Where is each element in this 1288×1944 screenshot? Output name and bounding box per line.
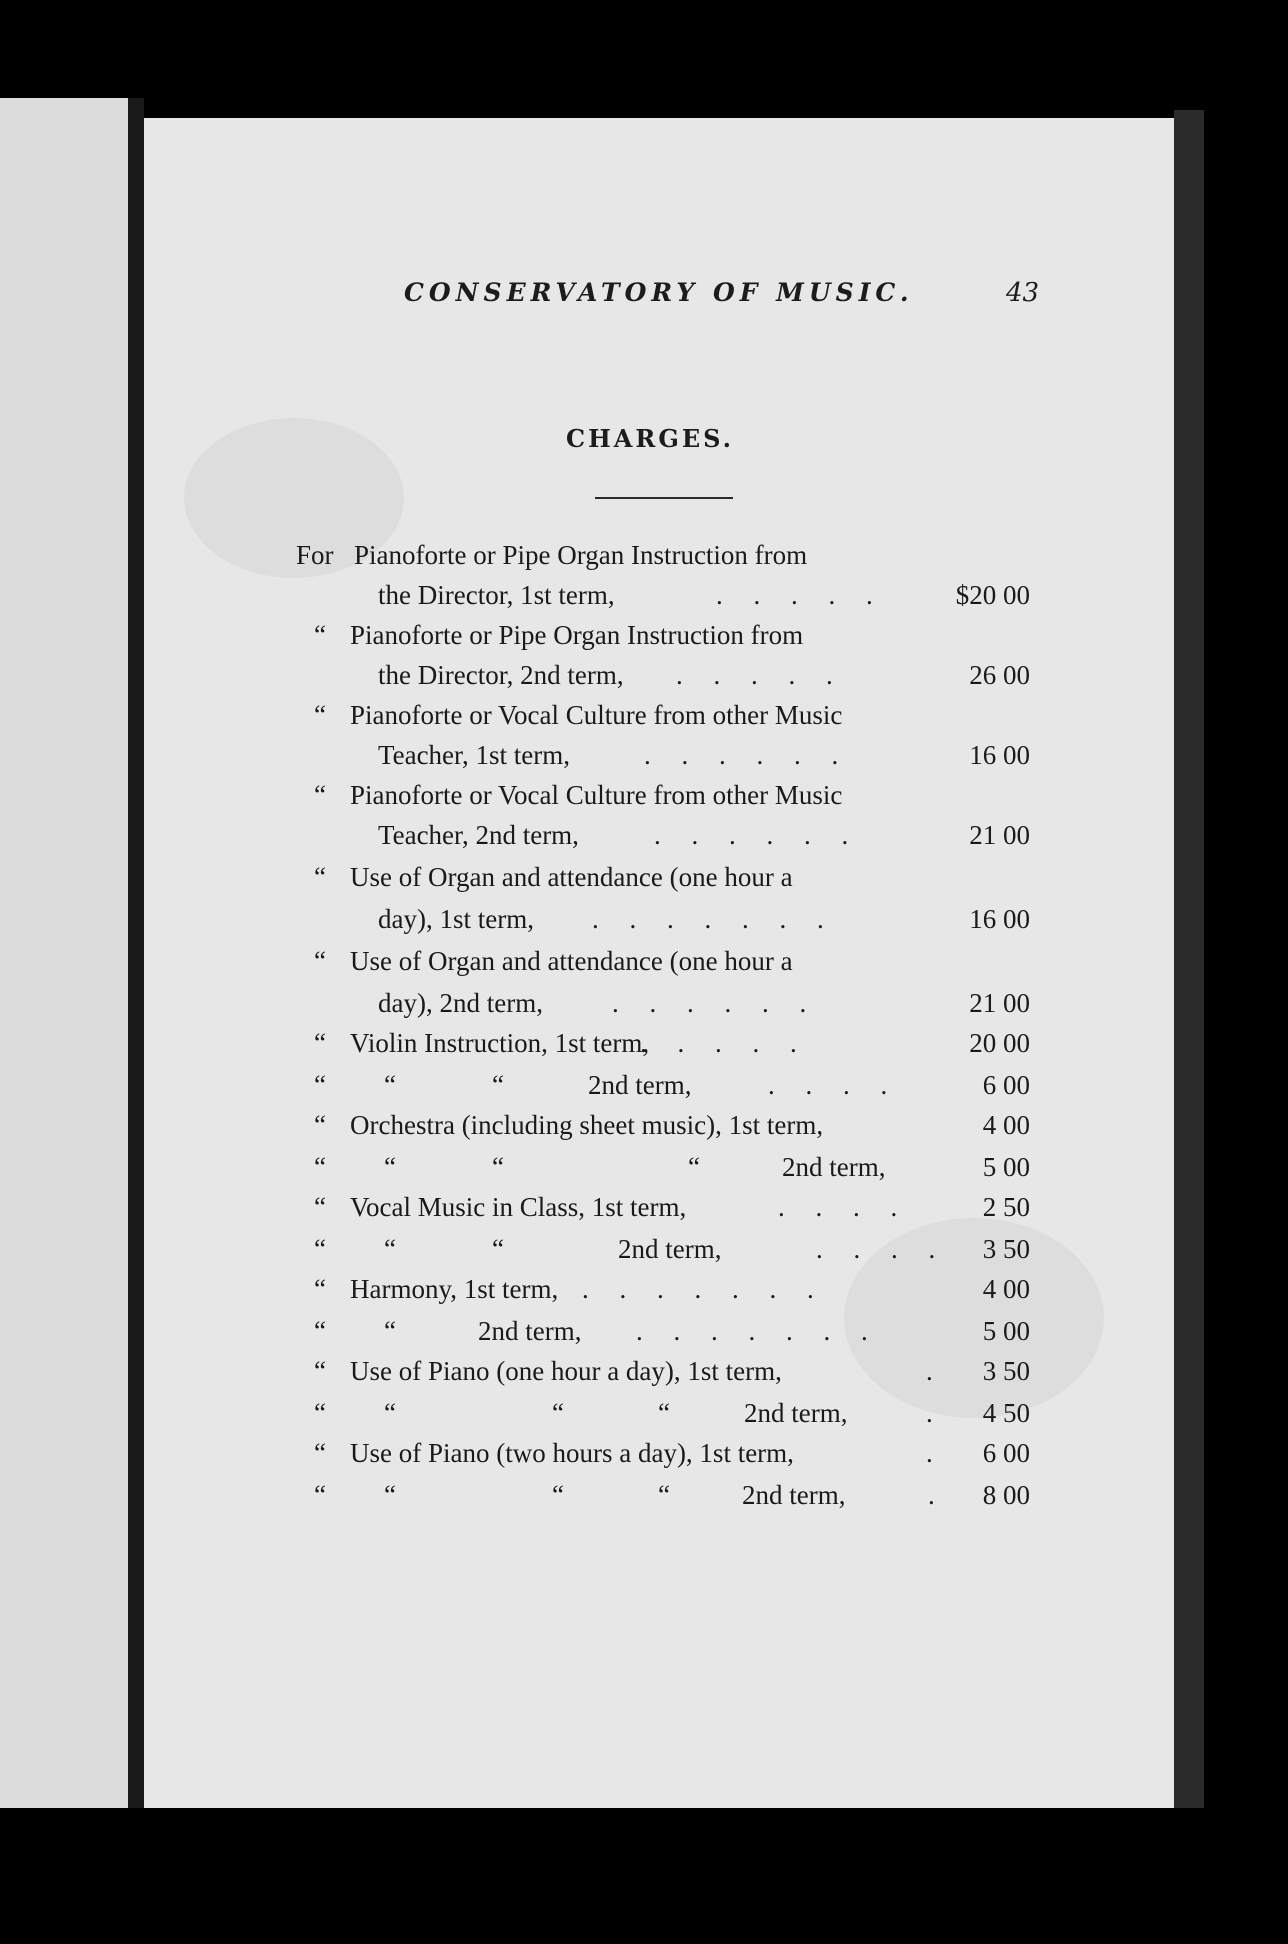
ditto-mark: “ <box>384 1480 396 1510</box>
ditto-mark: “ <box>314 1234 326 1264</box>
book-gutter <box>128 98 144 1808</box>
charge-description: Teacher, 2nd term, <box>378 820 579 850</box>
charge-description: Teacher, 1st term, <box>378 740 570 770</box>
charge-description: the Director, 2nd term, <box>378 660 624 690</box>
charge-line <box>296 1356 1036 1396</box>
charge-description: 2nd term, <box>618 1234 722 1264</box>
charge-amount: 4 50 <box>982 1398 1030 1428</box>
charge-line <box>296 660 1036 700</box>
charge-line <box>296 700 1036 740</box>
ditto-mark: “ <box>314 1356 326 1386</box>
charge-amount: 3 50 <box>982 1356 1030 1386</box>
charge-amount: 4 00 <box>982 1274 1030 1304</box>
charge-line <box>296 780 1036 820</box>
leader-dots: . . . . . . . <box>592 904 824 934</box>
charge-line <box>296 946 1036 986</box>
ditto-mark: “ <box>688 1152 700 1182</box>
ditto-mark: “ <box>658 1480 670 1510</box>
ditto-mark: “ <box>314 1398 326 1428</box>
ditto-mark: “ <box>384 1398 396 1428</box>
charge-amount: 6 00 <box>982 1070 1030 1100</box>
charge-description: 2nd term, <box>478 1316 582 1346</box>
section-title: CHARGES. <box>566 424 734 453</box>
charge-amount: 16 00 <box>969 740 1030 770</box>
running-title: CONSERVATORY OF MUSIC. <box>404 278 914 307</box>
page-edge-shadow <box>1174 110 1204 1808</box>
charge-amount: 8 00 <box>982 1480 1030 1510</box>
charge-description: Pianoforte or Pipe Organ Instruction from <box>354 540 808 570</box>
charge-amount: 2 50 <box>982 1192 1030 1222</box>
ditto-mark: “ <box>314 700 326 730</box>
leader-dots: . . . . <box>778 1192 898 1222</box>
ditto-mark: “ <box>314 780 326 810</box>
leader-dots: . . . . . . <box>654 820 849 850</box>
charge-description: 2nd term, <box>782 1152 886 1182</box>
charge-line <box>296 1316 1036 1356</box>
charge-description: the Director, 1st term, <box>378 580 615 610</box>
ditto-mark: “ <box>314 1192 326 1222</box>
charge-amount: 21 00 <box>969 988 1030 1018</box>
charge-line <box>296 988 1036 1028</box>
ditto-mark: “ <box>658 1398 670 1428</box>
leader-dots: . <box>926 1398 933 1428</box>
ditto-mark: “ <box>314 862 326 892</box>
charge-description: day), 1st term, <box>378 904 534 934</box>
leader-dots: . . . . . <box>716 580 873 610</box>
charge-description: Use of Organ and attendance (one hour a <box>350 946 793 976</box>
charge-amount: 4 00 <box>982 1110 1030 1140</box>
charge-line <box>296 1192 1036 1232</box>
ditto-mark: “ <box>552 1480 564 1510</box>
ditto-mark: “ <box>314 620 326 650</box>
leader-dots: . . . . . . <box>612 988 807 1018</box>
ditto-mark: “ <box>314 1110 326 1140</box>
charge-line <box>296 1398 1036 1438</box>
charge-line <box>296 1028 1036 1068</box>
charge-amount: $20 00 <box>955 580 1030 610</box>
ditto-mark: “ <box>314 1480 326 1510</box>
charge-description: Orchestra (including sheet music), 1st term, <box>350 1110 824 1140</box>
charge-line <box>296 1152 1036 1192</box>
ditto-mark: “ <box>314 1070 326 1100</box>
leader-dots: . . . . . . . <box>636 1316 868 1346</box>
charge-description: Violin Instruction, 1st term, <box>350 1028 650 1058</box>
leader-dots: . <box>926 1356 933 1386</box>
charge-line <box>296 862 1036 902</box>
charge-description: Use of Organ and attendance (one hour a <box>350 862 793 892</box>
charge-amount: 20 00 <box>969 1028 1030 1058</box>
ditto-mark: “ <box>314 1316 326 1346</box>
ditto-mark: “ <box>314 1028 326 1058</box>
charge-amount: 6 00 <box>982 1438 1030 1468</box>
charge-line <box>296 1438 1036 1478</box>
ditto-mark: “ <box>492 1234 504 1264</box>
ditto-mark: “ <box>314 1274 326 1304</box>
ditto-mark: “ <box>552 1398 564 1428</box>
charge-line <box>296 1070 1036 1110</box>
ditto-mark: “ <box>492 1152 504 1182</box>
charge-line <box>296 820 1036 860</box>
ditto-mark: “ <box>384 1234 396 1264</box>
charge-description: Pianoforte or Pipe Organ Instruction from <box>350 620 804 650</box>
ditto-mark: “ <box>384 1070 396 1100</box>
charge-amount: 16 00 <box>969 904 1030 934</box>
ditto-mark: “ <box>384 1316 396 1346</box>
charge-line <box>296 1110 1036 1150</box>
charge-description: day), 2nd term, <box>378 988 543 1018</box>
leader-dots: . . . . . <box>640 1028 797 1058</box>
charge-description: Pianoforte or Vocal Culture from other Music <box>350 780 843 810</box>
ditto-mark: “ <box>314 1438 326 1468</box>
charge-description: Use of Piano (one hour a day), 1st term, <box>350 1356 782 1386</box>
charge-description: Harmony, 1st term, <box>350 1274 559 1304</box>
facing-page-edge <box>0 98 128 1808</box>
charge-line <box>296 620 1036 660</box>
charge-line <box>296 540 1036 580</box>
lead-word: For <box>296 540 334 570</box>
charge-description: Pianoforte or Vocal Culture from other Music <box>350 700 843 730</box>
charge-amount: 21 00 <box>969 820 1030 850</box>
charge-line <box>296 740 1036 780</box>
charge-description: 2nd term, <box>744 1398 848 1428</box>
page-number: 43 <box>1006 278 1040 308</box>
charge-description: Vocal Music in Class, 1st term, <box>350 1192 687 1222</box>
charges-list <box>296 0 1036 1944</box>
charge-line <box>296 1274 1036 1314</box>
leader-dots: . <box>926 1438 933 1468</box>
charge-amount: 26 00 <box>969 660 1030 690</box>
ditto-mark: “ <box>314 1152 326 1182</box>
charge-amount: 3 50 <box>982 1234 1030 1264</box>
leader-dots: . . . . . <box>676 660 833 690</box>
charge-amount: 5 00 <box>982 1152 1030 1182</box>
ditto-mark: “ <box>384 1152 396 1182</box>
leader-dots: . . . . <box>816 1234 936 1264</box>
leader-dots: . . . . <box>768 1070 888 1100</box>
leader-dots: . <box>928 1480 935 1510</box>
ditto-mark: “ <box>492 1070 504 1100</box>
charge-line <box>296 580 1036 620</box>
charge-description: 2nd term, <box>588 1070 692 1100</box>
leader-dots: . . . . . . . <box>582 1274 814 1304</box>
leader-dots: . . . . . . <box>644 740 839 770</box>
charge-line <box>296 904 1036 944</box>
ditto-mark: “ <box>314 946 326 976</box>
charge-description: Use of Piano (two hours a day), 1st term, <box>350 1438 794 1468</box>
charge-amount: 5 00 <box>982 1316 1030 1346</box>
charge-line <box>296 1234 1036 1274</box>
charge-description: 2nd term, <box>742 1480 846 1510</box>
charge-line <box>296 1480 1036 1520</box>
